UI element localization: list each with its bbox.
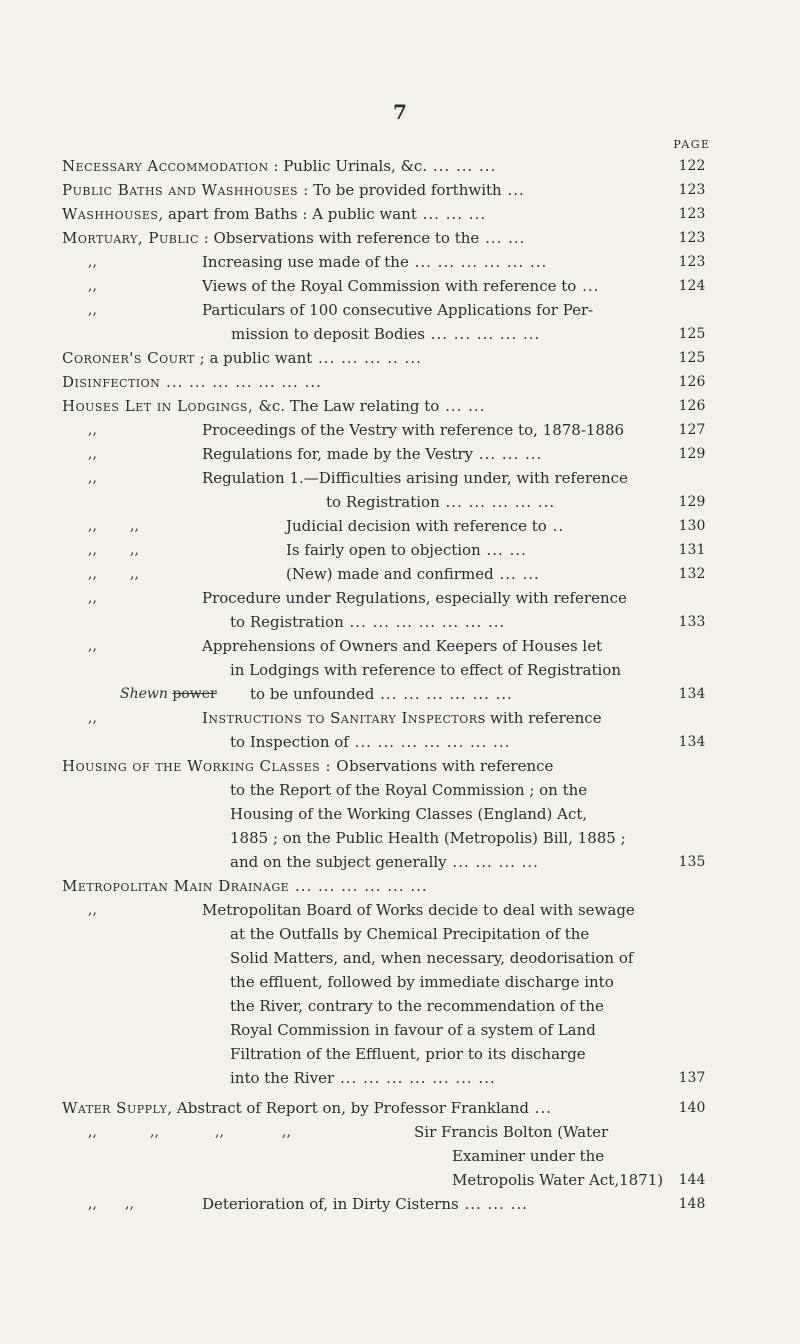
- leader-dots: ... ... ...: [473, 445, 543, 463]
- index-entry: [452, 1144, 660, 1168]
- entry-text: (New) made and confirmed: [286, 565, 494, 583]
- page-reference: 129: [678, 446, 706, 462]
- index-entry: [326, 490, 660, 514]
- leader-dots: ... ... ... ... ...: [439, 493, 556, 511]
- entry-text: Views of the Royal Commission with reference to: [202, 277, 577, 295]
- ditto-mark: ,,: [130, 542, 139, 558]
- ditto-mark: ,,: [130, 518, 139, 534]
- page-reference: 124: [678, 278, 706, 294]
- page-reference: 126: [678, 398, 706, 414]
- page-reference: 137: [678, 1070, 706, 1086]
- index-entry: [230, 1042, 660, 1066]
- ditto-mark: ,,: [88, 590, 97, 606]
- entry-text: Regulations for, made by the Vestry: [202, 445, 474, 463]
- entry-text: Examiner under the: [452, 1147, 605, 1165]
- page-reference: 132: [678, 566, 706, 582]
- page-reference: 131: [678, 542, 706, 558]
- entry-text: Royal Commission in favour of a system of Land: [230, 1021, 596, 1039]
- entry-text: Coroner's Court ; a public want: [62, 349, 313, 367]
- entry-text: Metropolitan Main Drainage: [62, 877, 290, 895]
- index-entry: [230, 1066, 660, 1090]
- page-reference: 140: [678, 1100, 706, 1116]
- ditto-mark: ,,: [88, 302, 97, 318]
- entry-text: Procedure under Regulations, especially with reference: [202, 589, 627, 607]
- index-entry: [286, 562, 660, 586]
- leader-dots: ... ... ... ... ... ... ...: [343, 613, 506, 631]
- leader-dots: ... ... ... ... ... ... ...: [334, 1069, 496, 1087]
- index-entry: [230, 946, 660, 970]
- page-reference: 123: [678, 254, 706, 270]
- page-reference: 130: [678, 518, 706, 534]
- leader-dots: ... ... ...: [427, 157, 497, 175]
- index-entry: [202, 634, 660, 658]
- entry-text: Apprehensions of Owners and Keepers of Houses let: [202, 637, 603, 655]
- entry-text: Deterioration of, in Dirty Cisterns: [202, 1195, 459, 1213]
- page-reference: 123: [678, 230, 706, 246]
- entry-text: Increasing use made of the: [202, 253, 409, 271]
- ditto-mark: ,,: [130, 566, 139, 582]
- leader-dots: ... ... ... .. ...: [312, 349, 422, 367]
- page-reference: 144: [678, 1172, 706, 1188]
- index-entry: [62, 394, 660, 418]
- index-entry: [62, 154, 660, 178]
- entry-text: Solid Matters, and, when necessary, deodorisation of: [230, 949, 634, 967]
- index-entry: [452, 1168, 664, 1192]
- entry-text: to Registration: [230, 613, 344, 631]
- entry-text: mission to deposit Bodies: [231, 325, 425, 343]
- page-reference: 123: [678, 206, 706, 222]
- index-entry: [202, 442, 660, 466]
- index-entry: [202, 898, 660, 922]
- page-reference: 148: [678, 1196, 706, 1212]
- entry-text: Is fairly open to objection: [286, 541, 481, 559]
- leader-dots: ... ...: [479, 229, 526, 247]
- index-entry: [62, 874, 660, 898]
- entry-text: into the River: [230, 1069, 335, 1087]
- leader-dots: ...: [528, 1099, 553, 1117]
- index-entry: [250, 682, 660, 706]
- index-entry: [286, 514, 660, 538]
- leader-dots: ... ... ... ... ... ... ...: [160, 373, 322, 391]
- page-number: 7: [393, 100, 407, 124]
- index-entry: [230, 1018, 660, 1042]
- ditto-mark: ,,: [88, 566, 97, 582]
- entry-text: Mortuary, Public : Observations with reference to the: [62, 229, 480, 247]
- entry-text: Houses Let in Lodgings, &c. The Law relating to: [62, 397, 440, 415]
- index-entry: [230, 730, 660, 754]
- index-entry: [202, 250, 660, 274]
- entry-text: Proceedings of the Vestry with reference to, 1878-1886: [202, 421, 625, 439]
- leader-dots: ... ... ... ... ... ...: [374, 685, 513, 703]
- index-entry: [62, 178, 660, 202]
- leader-dots: ..: [546, 517, 565, 535]
- index-entry: [286, 538, 660, 562]
- entry-text: Necessary Accommodation : Public Urinals, &c.: [62, 157, 428, 175]
- entry-text: to Inspection of: [230, 733, 349, 751]
- page-reference: 129: [678, 494, 706, 510]
- leader-dots: ... ... ... ...: [446, 853, 539, 871]
- leader-dots: ... ... ...: [458, 1195, 528, 1213]
- entry-text: Public Baths and Washhouses : To be provided forthwith: [62, 181, 502, 199]
- page-reference: 135: [678, 854, 706, 870]
- index-entry: [230, 802, 660, 826]
- entry-text: Disinfection: [62, 373, 161, 391]
- entry-text: Washhouses, apart from Baths : A public want: [62, 205, 417, 223]
- ditto-mark: ,,: [125, 1196, 134, 1212]
- page-reference: 133: [678, 614, 706, 630]
- leader-dots: ... ... ... ... ...: [424, 325, 541, 343]
- entry-text: at the Outfalls by Chemical Precipitation of the: [230, 925, 590, 943]
- entry-text: Particulars of 100 consecutive Applications for Per-: [202, 301, 594, 319]
- ditto-mark: ,,: [88, 1124, 97, 1140]
- leader-dots: ... ...: [480, 541, 527, 559]
- page-reference: 134: [678, 734, 706, 750]
- leader-dots: ... ...: [439, 397, 486, 415]
- ditto-mark: ,,: [88, 638, 97, 654]
- entry-text: the River, contrary to the recommendation of the: [230, 997, 604, 1015]
- page-reference: 122: [678, 158, 706, 174]
- index-entry: [202, 274, 660, 298]
- entry-text: 1885 ; on the Public Health (Metropolis) Bill, 1885 ;: [230, 829, 626, 847]
- entry-text: Metropolis Water Act,1871): [452, 1171, 664, 1189]
- leader-dots: ... ... ... ... ... ... ...: [348, 733, 511, 751]
- index-entry: [230, 778, 660, 802]
- handwritten-correction: Shewn power: [120, 686, 217, 702]
- entry-text: Instructions to Sanitary Inspectors with reference: [202, 709, 602, 727]
- page-reference: 126: [678, 374, 706, 390]
- ditto-mark: ,,: [88, 542, 97, 558]
- index-entry: [202, 706, 660, 730]
- page-reference: 125: [678, 326, 706, 342]
- ditto-mark: ,,: [88, 518, 97, 534]
- page-reference: 127: [678, 422, 706, 438]
- index-entry: [231, 322, 660, 346]
- ditto-mark: ,,: [88, 710, 97, 726]
- entry-text: to Registration: [326, 493, 440, 511]
- index-entry: [202, 298, 660, 322]
- index-entry: [230, 610, 660, 634]
- ditto-mark: ,,: [150, 1124, 159, 1140]
- index-entry: [62, 754, 660, 778]
- page-reference: 123: [678, 182, 706, 198]
- index-entry: [230, 970, 660, 994]
- leader-dots: ... ... ... ... ... ...: [408, 253, 548, 271]
- entry-text: Housing of the Working Classes : Observations with reference: [62, 757, 554, 775]
- entry-text: Water Supply, Abstract of Report on, by Professor Frankland: [62, 1099, 529, 1117]
- leader-dots: ...: [576, 277, 600, 295]
- index-entry: [230, 826, 660, 850]
- ditto-mark: ,,: [215, 1124, 224, 1140]
- leader-dots: ... ... ... ... ... ...: [289, 877, 428, 895]
- entry-text: Housing of the Working Classes (England) Act,: [230, 805, 588, 823]
- index-entry: [62, 202, 660, 226]
- entry-text: Regulation 1.—Difficulties arising under, with reference: [202, 469, 628, 487]
- ditto-mark: ,,: [88, 446, 97, 462]
- index-entry: [202, 418, 660, 442]
- ditto-mark: ,,: [88, 278, 97, 294]
- index-entry: [202, 586, 660, 610]
- index-entry: [230, 658, 660, 682]
- leader-dots: ... ... ...: [416, 205, 487, 223]
- index-entry: [414, 1120, 660, 1144]
- index-entry: [202, 1192, 660, 1216]
- entry-text: Sir Francis Bolton (Water: [414, 1123, 609, 1141]
- index-entry: [230, 994, 660, 1018]
- index-entry: [62, 1096, 660, 1120]
- page-reference: 125: [678, 350, 706, 366]
- ditto-mark: ,,: [88, 1196, 97, 1212]
- ditto-mark: ,,: [88, 470, 97, 486]
- ditto-mark: ,,: [88, 422, 97, 438]
- entry-text: Metropolitan Board of Works decide to deal with sewage: [202, 901, 635, 919]
- index-entry: [62, 346, 660, 370]
- page-reference: 134: [678, 686, 706, 702]
- entry-text: to the Report of the Royal Commission ; on the: [230, 781, 588, 799]
- ditto-mark: ,,: [88, 902, 97, 918]
- entry-text: Judicial decision with reference to: [286, 517, 547, 535]
- ditto-mark: ,,: [88, 254, 97, 270]
- index-entry: [62, 370, 660, 394]
- entry-text: and on the subject generally: [230, 853, 447, 871]
- page-column-header: PAGE: [673, 138, 711, 151]
- index-entry: [202, 466, 660, 490]
- leader-dots: ... ...: [493, 565, 540, 583]
- leader-dots: ...: [501, 181, 525, 199]
- entry-text: the effluent, followed by immediate discharge into: [230, 973, 614, 991]
- entry-text: to be unfounded: [250, 685, 375, 703]
- index-entry: [230, 922, 660, 946]
- entry-text: Filtration of the Effluent, prior to its discharge: [230, 1045, 586, 1063]
- index-entry: [230, 850, 660, 874]
- entry-text: in Lodgings with reference to effect of Registration: [230, 661, 621, 679]
- index-entry: [62, 226, 660, 250]
- ditto-mark: ,,: [282, 1124, 291, 1140]
